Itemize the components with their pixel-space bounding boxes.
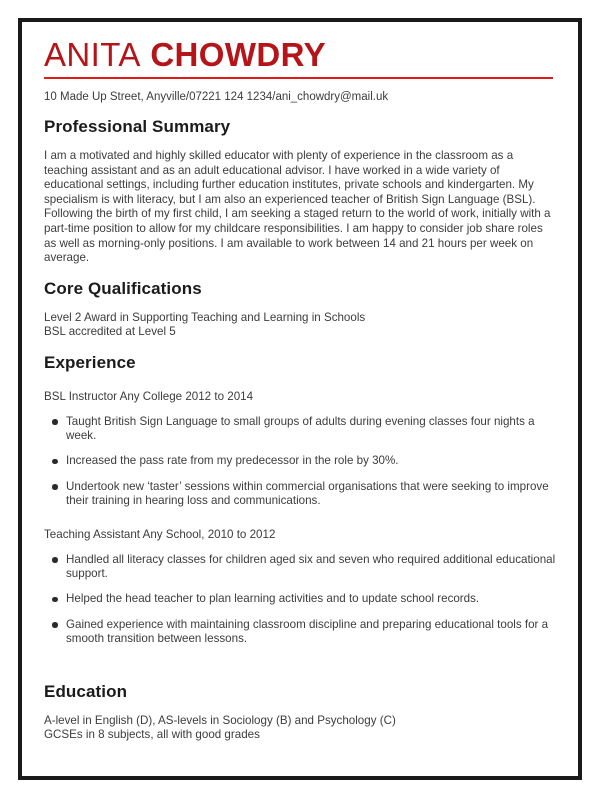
list-item — [44, 592, 556, 606]
section-title-education: Education — [44, 681, 128, 701]
bullet-icon — [52, 484, 58, 490]
header-rule — [44, 77, 553, 79]
job-bullet-list — [44, 415, 556, 509]
qualifications-list — [44, 311, 556, 340]
bullet-text: Gained experience with maintaining classroom discipline and preparing educational tools for a smooth transition between lessons. — [66, 617, 549, 646]
bullet-icon — [52, 557, 58, 563]
bullet-text: Taught British Sign Language to small groups of adults during evening classes four nights a week. — [66, 414, 535, 442]
bullet-icon — [52, 419, 58, 425]
job-heading: BSL Instructor Any College 2012 to 2014 — [44, 389, 254, 403]
education-list — [44, 714, 556, 743]
bullet-text: Helped the head teacher to plan learning activities and to update school records. — [66, 592, 480, 606]
section-title-summary: Professional Summary — [44, 117, 231, 136]
section-spacer — [44, 647, 556, 669]
list-item — [44, 553, 556, 582]
education-item: A-level in English (D), AS-levels in Sociology (B) and Psychology (C) — [44, 713, 396, 727]
summary-text: I am a motivated and highly skilled educator with plenty of experience in the classroom as a teaching assistant and as an adult educational advisor. I have worked in a wide variety of educational settings, including further education institutes, private schools and kindergarten. My specialism is with literacy, but I am also an experienced teacher of British Sign Language (BSL). Following the birth of my first child, I am seeking a staged return to the world of work, initially with a part-time position to allow for my childcare responsibilities. I am happy to consider job share roles as well as morning-only positions. I am available to work between 14 and 21 hours per week on average. — [44, 149, 551, 265]
last-name: CHOWDRY — [150, 36, 327, 73]
section-title-qualifications: Core Qualifications — [44, 278, 202, 298]
list-item — [44, 415, 556, 444]
qualification-item: Level 2 Award in Supporting Teaching and Learning in Schools — [44, 310, 366, 324]
education-item: GCSEs in 8 subjects, all with good grades — [44, 728, 260, 742]
job-heading: Teaching Assistant Any School, 2010 to 2012 — [44, 527, 276, 541]
candidate-name — [44, 36, 556, 76]
bullet-icon — [52, 622, 58, 628]
resume-page-frame — [18, 18, 582, 780]
bullet-icon — [52, 597, 58, 603]
bullet-icon — [52, 459, 58, 465]
job-bullet-list — [44, 553, 556, 647]
experience-entry — [44, 389, 556, 509]
section-title-experience: Experience — [44, 352, 136, 372]
contact-line: 10 Made Up Street, Anyville/07221 124 1234/ani_chowdry@mail.uk — [44, 91, 389, 103]
first-name: ANITA — [44, 36, 141, 73]
bullet-text: Increased the pass rate from my predecessor in the role by 30%. — [66, 454, 399, 468]
bullet-text: Undertook new ‘taster’ sessions within commercial organisations that were seeking to improve their training in hearing loss and communications. — [66, 479, 549, 508]
qualification-item: BSL accredited at Level 5 — [44, 325, 176, 339]
list-item — [44, 618, 556, 647]
resume-page — [22, 22, 578, 776]
list-item — [44, 480, 556, 509]
list-item — [44, 454, 556, 468]
experience-entry — [44, 527, 556, 647]
bullet-text: Handled all literacy classes for children aged six and seven who required additional educational support. — [66, 552, 556, 580]
